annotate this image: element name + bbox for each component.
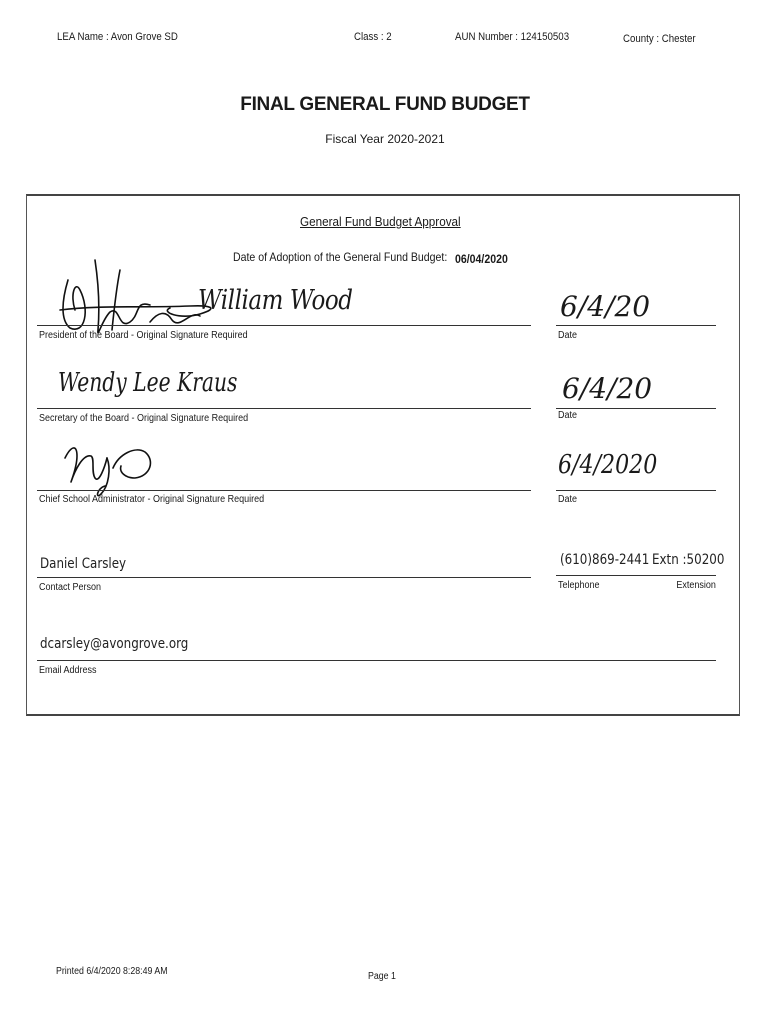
fiscal-year: Fiscal Year 2020-2021 bbox=[325, 132, 445, 146]
class-label: Class : 2 bbox=[354, 31, 392, 43]
document-title: FINAL GENERAL FUND BUDGET bbox=[240, 94, 530, 115]
president-date-label: Date bbox=[558, 330, 578, 341]
chief-label: Chief School Administrator - Original Signature Required bbox=[39, 494, 265, 505]
secretary-signature-line bbox=[37, 408, 531, 409]
contact-person-line bbox=[37, 577, 531, 578]
extension-label: Extension bbox=[676, 580, 716, 591]
president-label: President of the Board - Original Signature Required bbox=[39, 330, 248, 341]
contact-person-value: Daniel Carsley bbox=[40, 556, 127, 572]
email-line bbox=[37, 660, 716, 661]
secretary-signature: Wendy Lee Kraus bbox=[58, 368, 238, 398]
president-date-line bbox=[556, 325, 716, 326]
chief-date-line bbox=[556, 490, 716, 491]
printed-timestamp: Printed 6/4/2020 8:28:49 AM bbox=[56, 966, 168, 977]
adoption-date-label: Date of Adoption of the General Fund Budget: bbox=[233, 250, 448, 264]
contact-person-label: Contact Person bbox=[39, 582, 102, 593]
telephone-value: (610)869-2441 bbox=[560, 552, 650, 568]
lea-name: LEA Name : Avon Grove SD bbox=[57, 31, 178, 43]
page-number: Page 1 bbox=[368, 971, 396, 982]
secretary-date-line bbox=[556, 408, 716, 409]
approval-heading: General Fund Budget Approval bbox=[300, 214, 461, 229]
aun-number: AUN Number : 124150503 bbox=[455, 31, 570, 43]
email-value: dcarsley@avongrove.org bbox=[40, 636, 189, 652]
email-label: Email Address bbox=[39, 665, 97, 676]
secretary-date-label: Date bbox=[558, 410, 578, 421]
telephone-label: Telephone bbox=[558, 580, 600, 591]
chief-signature-line bbox=[37, 490, 531, 491]
secretary-date-handwritten: 6/4/20 bbox=[562, 372, 653, 405]
chief-date-handwritten: 6/4/2020 bbox=[558, 450, 658, 480]
secretary-label: Secretary of the Board - Original Signature Required bbox=[39, 413, 249, 424]
extension-value: Extn :50200 bbox=[652, 552, 725, 568]
chief-date-label: Date bbox=[558, 494, 578, 505]
adoption-date-value: 06/04/2020 bbox=[455, 252, 508, 266]
telephone-line bbox=[556, 575, 716, 576]
president-date-handwritten: 6/4/20 bbox=[560, 290, 651, 323]
president-signature-name: William Wood bbox=[198, 285, 353, 316]
county: County : Chester bbox=[623, 33, 696, 45]
president-signature-line bbox=[37, 325, 531, 326]
